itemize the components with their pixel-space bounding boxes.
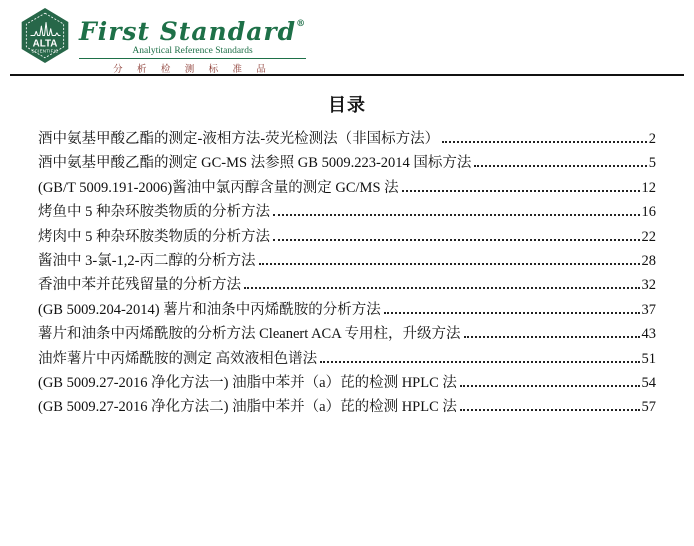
toc-entry-page: 22 (641, 228, 656, 245)
dot-leader (402, 190, 640, 192)
toc-entry-title: (GB 5009.27-2016 净化方法一) 油脂中苯并（a）芘的检测 HPLC 法 (38, 374, 457, 391)
toc-entry-page: 43 (641, 326, 656, 343)
toc-entry-title: 油炸薯片中丙烯酰胺的测定 高效液相色谱法 (38, 350, 318, 367)
dot-leader (460, 385, 640, 387)
toc-entry-page: 51 (641, 350, 656, 367)
toc-entry-page: 5 (648, 155, 656, 172)
dot-leader (273, 239, 640, 241)
brand-block (79, 7, 306, 75)
toc-entry-page: 12 (641, 179, 656, 196)
dot-leader (320, 361, 639, 363)
badge-alta-text: ALTA (32, 38, 58, 50)
registered-trademark-symbol: ® (296, 19, 307, 29)
dot-leader (474, 165, 646, 167)
brand-subtitle-chinese: 分 析 检 测 标 准 品 (113, 65, 272, 75)
toc-entry[interactable] (38, 200, 656, 224)
toc-entry-title: 薯片和油条中丙烯酰胺的分析方法 Cleanert ACA 专用柱，升级方法 (38, 326, 461, 343)
toc-entry-page: 32 (641, 277, 656, 294)
toc-entry[interactable] (38, 322, 656, 346)
toc-entry[interactable] (38, 176, 656, 200)
dot-leader (244, 287, 640, 289)
toc-entry-title: 酱油中 3-氯-1,2-丙二醇的分析方法 (38, 252, 256, 269)
toc-entry-title: 香油中苯并芘残留量的分析方法 (38, 277, 241, 294)
dot-leader (273, 214, 640, 216)
toc-entry-title: (GB/T 5009.191-2006)酱油中氯丙醇含量的测定 GC/MS 法 (38, 179, 399, 196)
toc-entry[interactable] (38, 347, 656, 371)
toc-entry[interactable] (38, 395, 656, 419)
toc-entry-page: 28 (641, 252, 656, 269)
dot-leader (460, 409, 640, 411)
toc-entry-title: 酒中氨基甲酸乙酯的测定 GC-MS 法参照 GB 5009.223-2014 国标方法 (38, 155, 472, 172)
toc-entry-title: 酒中氨基甲酸乙酯的测定-液相方法-荧光检测法（非国标方法） (38, 131, 440, 147)
toc-entry[interactable] (38, 371, 656, 395)
toc-entry-title: 烤肉中 5 种杂环胺类物质的分析方法 (38, 228, 270, 245)
page-header (0, 0, 694, 75)
toc-list (0, 127, 694, 420)
toc-entry-page: 54 (641, 374, 656, 391)
dot-leader (384, 312, 640, 314)
toc-entry[interactable] (38, 151, 656, 175)
alta-hexagon-logo-icon (19, 7, 71, 64)
toc-entry[interactable] (38, 225, 656, 249)
toc-entry-page: 37 (641, 301, 656, 318)
dot-leader (259, 263, 640, 265)
toc-entry-title: (GB 5009.204-2014) 薯片和油条中丙烯酰胺的分析方法 (38, 301, 381, 318)
brand-subtitle-english: Analytical Reference Standards (79, 45, 306, 59)
toc-entry-page: 57 (641, 399, 656, 416)
toc-entry[interactable] (38, 273, 656, 297)
page-title: 目录 (328, 95, 366, 115)
toc-entry-page: 16 (641, 204, 656, 221)
toc-entry[interactable] (38, 298, 656, 322)
toc-entry-page: 2 (648, 131, 656, 147)
brand-name (79, 11, 306, 45)
badge-scientific-text: SCIENTIFIC (31, 48, 59, 54)
toc-entry[interactable] (38, 127, 656, 151)
toc-entry-title: (GB 5009.27-2016 净化方法二) 油脂中苯并（a）芘的检测 HPLC 法 (38, 399, 457, 416)
dot-leader (464, 336, 640, 338)
brand-name-text: First Standard (79, 17, 297, 46)
dot-leader (442, 141, 647, 143)
toc-entry-title: 烤鱼中 5 种杂环胺类物质的分析方法 (38, 204, 270, 221)
toc-entry[interactable] (38, 249, 656, 273)
